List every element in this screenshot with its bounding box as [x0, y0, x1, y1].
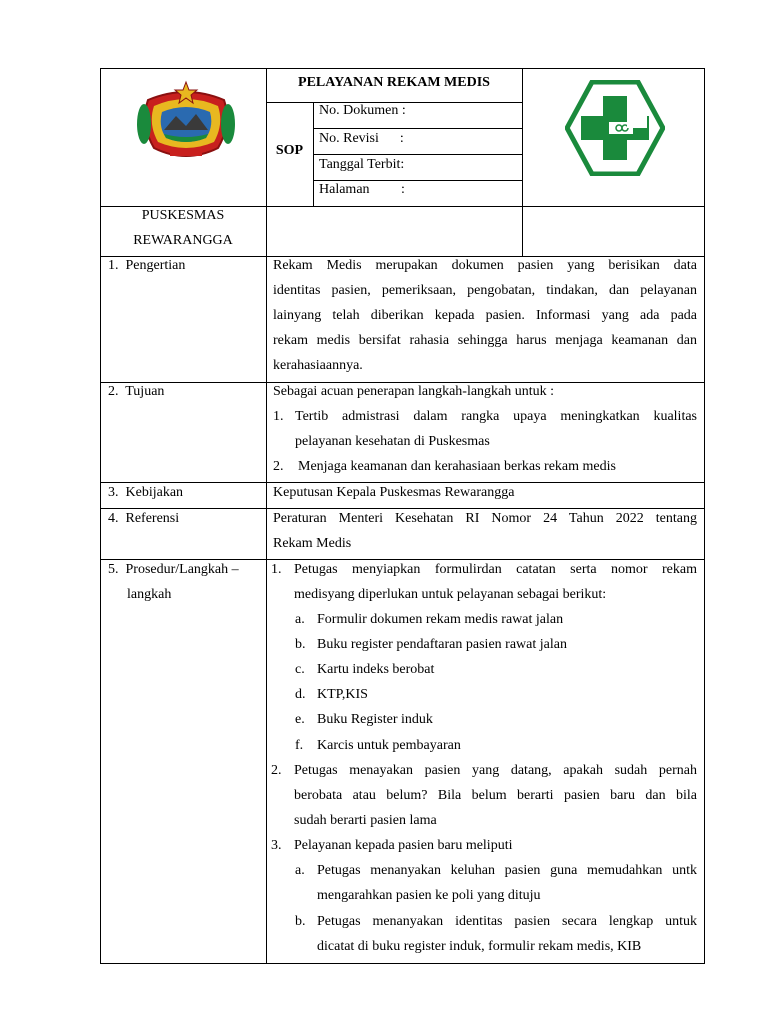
sub-list-letter: b. — [295, 637, 306, 652]
list-number: 2. — [271, 763, 282, 778]
org-name: REWARANGGA — [133, 233, 233, 248]
paragraph-line: kerahasiaannya. — [273, 358, 363, 373]
paragraph-line: Rekam Medis merupakan dokumen pasien yang berisikan data — [273, 258, 697, 273]
sub-list-letter: e. — [295, 712, 305, 727]
sub-list-letter: a. — [295, 612, 305, 627]
list-item: Tertib admistrasi dalam rangka upaya meningkatkan kualitas — [295, 409, 697, 424]
section-label: 1. Pengertian — [108, 258, 186, 273]
sub-list-item: Petugas menanyakan identitas pasien secara lengkap untuk — [317, 914, 697, 929]
page-field: Halaman : — [319, 182, 405, 197]
paragraph-line: Sebagai acuan penerapan langkah-langkah untuk : — [273, 384, 555, 399]
list-item: pelayanan kesehatan di Puskesmas — [295, 434, 490, 449]
list-item: Pelayanan kepada pasien baru meliputi — [294, 838, 513, 853]
list-item: berobata atau belum? Bila belum berarti pasien baru dan bila — [294, 788, 697, 803]
list-number: 2. — [273, 459, 284, 474]
list-item: medisyang diperlukan untuk pelayanan sebagai berikut: — [294, 587, 607, 602]
sub-list-letter: b. — [295, 914, 306, 929]
list-item: Menjaga keamanan dan kerahasiaan berkas rekam medis — [298, 459, 616, 474]
sub-list-item: Karcis untuk pembayaran — [317, 738, 461, 753]
section-label: langkah — [127, 587, 172, 602]
revision-field: No. Revisi : — [319, 131, 404, 146]
section-label: 4. Referensi — [108, 511, 180, 526]
sub-list-item: Petugas menanyakan keluhan pasien guna memudahkan untk — [317, 863, 697, 878]
issue-date-field: Tanggal Terbit: — [319, 157, 405, 172]
list-item: sudah berarti pasien lama — [294, 813, 437, 828]
sub-list-item: Kartu indeks berobat — [317, 662, 435, 677]
list-number: 3. — [271, 838, 282, 853]
list-number: 1. — [273, 409, 284, 424]
sub-list-item: Buku Register induk — [317, 712, 433, 727]
org-name: PUSKESMAS — [141, 208, 225, 223]
paragraph-line: Keputusan Kepala Puskesmas Rewarangga — [273, 485, 515, 500]
sub-list-item: dicatat di buku register induk, formulir rekam medis, KIB — [317, 939, 642, 954]
sub-list-letter: d. — [295, 687, 306, 702]
sub-list-item: Formulir dokumen rekam medis rawat jalan — [317, 612, 564, 627]
divider — [266, 68, 267, 964]
section-label: 2. Tujuan — [108, 384, 165, 399]
paragraph-line: Peraturan Menteri Kesehatan RI Nomor 24 Tahun 2022 tentang — [273, 511, 697, 526]
sub-list-letter: c. — [295, 662, 305, 677]
list-number: 1. — [271, 562, 282, 577]
doc-number-field: No. Dokumen : — [319, 103, 406, 118]
paragraph-line: identitas pasien, pemeriksaan, pengobatan, tindakan, dan pelayanan — [273, 283, 697, 298]
paragraph-line: rekam medis bersifat rahasia sehingga harus menjaga keamanan dan — [273, 333, 697, 348]
sub-list-letter: f. — [295, 738, 304, 753]
section-label: 5. Prosedur/Langkah – — [108, 562, 239, 577]
sub-list-item: Buku register pendaftaran pasien rawat jalan — [317, 637, 567, 652]
sub-list-letter: a. — [295, 863, 305, 878]
divider — [522, 68, 523, 256]
puskesmas-logo-icon — [565, 80, 665, 176]
paragraph-line: Rekam Medis — [273, 536, 352, 551]
list-item: Petugas menayakan pasien yang datang, apakah sudah pernah — [294, 763, 697, 778]
sub-list-item: mengarahkan pasien ke poli yang dituju — [317, 888, 541, 903]
sop-label: SOP — [275, 143, 304, 158]
regional-emblem-icon — [134, 80, 238, 164]
section-label: 3. Kebijakan — [108, 485, 184, 500]
sub-list-item: KTP,KIS — [317, 687, 368, 702]
page-title: PELAYANAN REKAM MEDIS — [298, 75, 490, 90]
paragraph-line: lainyang telah diberikan kepada pasien. Informasi yang ada pada — [273, 308, 697, 323]
list-item: Petugas menyiapkan formulirdan catatan serta nomor rekam — [294, 562, 697, 577]
